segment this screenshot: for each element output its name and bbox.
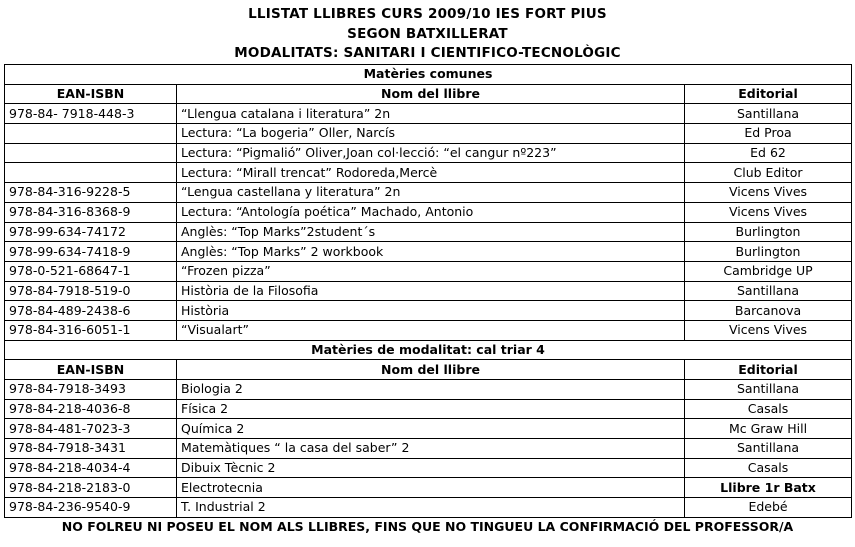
cell-isbn: 978-84-316-9228-5 xyxy=(5,183,177,203)
cell-isbn: 978-84-236-9540-9 xyxy=(5,498,177,518)
cell-editorial: Santillana xyxy=(685,104,852,124)
table-row xyxy=(5,143,852,163)
table-row xyxy=(5,261,852,281)
modality-section-title-row xyxy=(5,340,852,360)
cell-editorial: Santillana xyxy=(685,439,852,459)
column-header-title: Nom del llibre xyxy=(177,360,685,380)
cell-title: Lectura: “La bogeria” Oller, Narcís xyxy=(177,124,685,144)
column-header-editorial: Editorial xyxy=(685,84,852,104)
cell-isbn: 978-84-7918-519-0 xyxy=(5,281,177,301)
cell-isbn: 978-84-7918-3493 xyxy=(5,380,177,400)
cell-isbn: 978-0-521-68647-1 xyxy=(5,261,177,281)
cell-title: “Frozen pizza” xyxy=(177,261,685,281)
book-list-table xyxy=(4,64,852,518)
cell-editorial: Casals xyxy=(685,458,852,478)
cell-editorial: Vicens Vives xyxy=(685,202,852,222)
cell-editorial: Ed 62 xyxy=(685,143,852,163)
cell-isbn: 978-84-218-4036-8 xyxy=(5,399,177,419)
column-header-title: Nom del llibre xyxy=(177,84,685,104)
table-row xyxy=(5,242,852,262)
cell-title: Història de la Filosofia xyxy=(177,281,685,301)
cell-isbn: 978-99-634-74172 xyxy=(5,222,177,242)
modality-section-title: Matèries de modalitat: cal triar 4 xyxy=(5,340,852,360)
cell-editorial: Mc Graw Hill xyxy=(685,419,852,439)
table-row xyxy=(5,498,852,518)
table-row xyxy=(5,399,852,419)
cell-title: “Visualart” xyxy=(177,320,685,340)
cell-title: Matemàtiques “ la casa del saber” 2 xyxy=(177,439,685,459)
cell-title: Física 2 xyxy=(177,399,685,419)
cell-title: “Lengua castellana y literatura” 2n xyxy=(177,183,685,203)
cell-title: Electrotecnia xyxy=(177,478,685,498)
cell-title: T. Industrial 2 xyxy=(177,498,685,518)
cell-title: Biologia 2 xyxy=(177,380,685,400)
column-header-isbn: EAN-ISBN xyxy=(5,84,177,104)
table-row xyxy=(5,320,852,340)
table-row xyxy=(5,458,852,478)
cell-isbn: 978-84-218-2183-0 xyxy=(5,478,177,498)
table-row xyxy=(5,419,852,439)
cell-isbn: 978-84-481-7023-3 xyxy=(5,419,177,439)
cell-isbn: 978-84- 7918-448-3 xyxy=(5,104,177,124)
common-section-title-row xyxy=(5,65,852,85)
cell-isbn: 978-84-7918-3431 xyxy=(5,439,177,459)
cell-editorial: Ed Proa xyxy=(685,124,852,144)
cell-title: “Llengua catalana i literatura” 2n xyxy=(177,104,685,124)
document-modalities: MODALITATS: SANITARI I CIENTIFICO-TECNOLÒGIC xyxy=(234,45,621,61)
column-header-editorial: Editorial xyxy=(685,360,852,380)
cell-editorial: Cambridge UP xyxy=(685,261,852,281)
book-list-body xyxy=(5,65,852,518)
cell-editorial: Barcanova xyxy=(685,301,852,321)
cell-title: Història xyxy=(177,301,685,321)
cell-title: Dibuix Tècnic 2 xyxy=(177,458,685,478)
cell-editorial: Casals xyxy=(685,399,852,419)
cell-title: Lectura: “Antología poética” Machado, Antonio xyxy=(177,202,685,222)
cell-isbn xyxy=(5,124,177,144)
table-row xyxy=(5,439,852,459)
cell-editorial: Llibre 1r Batx xyxy=(685,478,852,498)
cell-title: Lectura: “Mirall trencat” Rodoreda,Mercè xyxy=(177,163,685,183)
table-row xyxy=(5,183,852,203)
cell-isbn xyxy=(5,143,177,163)
cell-isbn: 978-84-489-2438-6 xyxy=(5,301,177,321)
cell-editorial: Club Editor xyxy=(685,163,852,183)
cell-editorial: Santillana xyxy=(685,380,852,400)
modality-column-header-row xyxy=(5,360,852,380)
cell-isbn xyxy=(5,163,177,183)
cell-editorial: Burlington xyxy=(685,242,852,262)
common-column-header-row xyxy=(5,84,852,104)
table-row xyxy=(5,281,852,301)
cell-title: Anglès: “Top Marks”2student´s xyxy=(177,222,685,242)
cell-editorial: Burlington xyxy=(685,222,852,242)
common-section-title: Matèries comunes xyxy=(5,65,852,85)
cell-isbn: 978-99-634-7418-9 xyxy=(5,242,177,262)
cell-title: Lectura: “Pigmalió” Oliver,Joan col·lecció: “el cangur nº223” xyxy=(177,143,685,163)
cell-isbn: 978-84-316-6051-1 xyxy=(5,320,177,340)
table-row xyxy=(5,478,852,498)
cell-editorial: Santillana xyxy=(685,281,852,301)
cell-editorial: Vicens Vives xyxy=(685,183,852,203)
cell-title: Química 2 xyxy=(177,419,685,439)
table-row xyxy=(5,301,852,321)
cell-editorial: Edebé xyxy=(685,498,852,518)
table-row xyxy=(5,222,852,242)
cell-isbn: 978-84-316-8368-9 xyxy=(5,202,177,222)
document-subtitle: SEGON BATXILLERAT xyxy=(347,25,508,42)
table-row xyxy=(5,380,852,400)
cell-title: Anglès: “Top Marks” 2 workbook xyxy=(177,242,685,262)
footer-notice: NO FOLREU NI POSEU EL NOM ALS LLIBRES, FINS QUE NO TINGUEU LA CONFIRMACIÓ DEL PROFESSOR/A xyxy=(61,519,794,534)
document-title: LLISTAT LLIBRES CURS 2009/10 IES FORT PIUS xyxy=(248,6,607,22)
table-row xyxy=(5,124,852,144)
cell-editorial: Vicens Vives xyxy=(685,320,852,340)
table-row xyxy=(5,202,852,222)
table-row xyxy=(5,104,852,124)
table-row xyxy=(5,163,852,183)
column-header-isbn: EAN-ISBN xyxy=(5,360,177,380)
cell-isbn: 978-84-218-4034-4 xyxy=(5,458,177,478)
document-header xyxy=(0,0,855,64)
